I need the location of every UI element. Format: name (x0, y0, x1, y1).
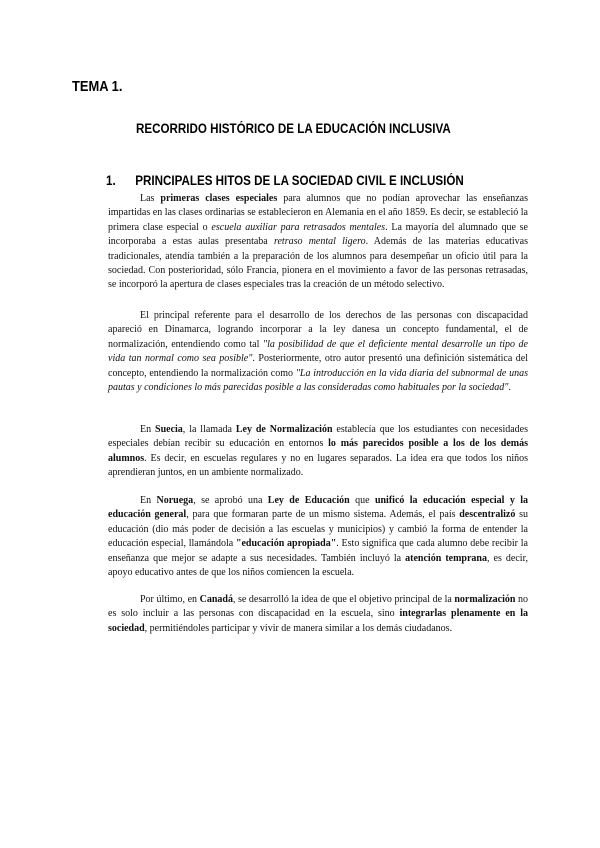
paragraph-3: En Suecia, la llamada Ley de Normalización establecía que los estudiantes con necesidades especiales debían recibir su educación en entornos lo más parecidos posible a los de los demás alumnos. Es decir, en escuelas regulares y no en lugares separados. La idea era que todos los niños aprendieran juntos, en un ambiente normalizado. (108, 424, 529, 479)
paragraph-4: En Noruega, se aprobó una Ley de Educación que unificó la educación especial y la educación general, para que formaran parte de un mismo sistema. Además, el país descentralizó su educación (dio más poder de decisión a las escuelas y municipios) y cambió la forma de entender la educación especial, llamándola "educación apropiada". Esto significa que cada alumno debe recibir la enseñanza que mejor se adapte a sus necesidades. También incluyó la atención temprana, es decir, apoyo educativo antes de que los niños comiencen la escuela. (108, 495, 529, 579)
paragraph-1: Las primeras clases especiales para alumnos que no podían aprovechar las enseñanzas impartidas en las clases ordinarias se establecieron en Alemania en el año 1859. Es decir, se estableció la primera clase especial o escuela auxiliar para retrasados mentales. La mayoría del alumnado que se incorporaba a estas aulas presentaba retraso mental ligero. Además de las materias educativas tradicionales, atendía también a la preparación de los alumnos para desempeñar un oficio útil para la sociedad. Con posterioridad, sólo Francia, pionera en el movimiento a favor de las personas retrasadas, se incorporó la apertura de clases especiales tras la creación de un método selectivo. (108, 193, 529, 291)
tema-heading: TEMA 1. (72, 78, 123, 95)
section-number: 1. (106, 173, 116, 188)
page-title: RECORRIDO HISTÓRICO DE LA EDUCACIÓN INCLUSIVA (136, 121, 451, 136)
section-title: PRINCIPALES HITOS DE LA SOCIEDAD CIVIL E INCLUSIÓN (135, 173, 464, 188)
paragraph-2: El principal referente para el desarrollo de los derechos de las personas con discapacidad apareció en Dinamarca, logrando incorporar a la ley danesa un concepto fundamental, el de normalización, entendiendo como tal "la posibilidad de que el deficiente mental desarrolle un tipo de vida tan normal como sea posible". Posteriormente, otro autor presentó una definición sistemática del concepto, entendiendo la normalización como "La introducción en la vida diaria del subnormal de unas pautas y condiciones lo más parecidas posible a las consideradas como habituales por la sociedad". (108, 310, 529, 394)
paragraph-5: Por último, en Canadá, se desarrolló la idea de que el objetivo principal de la normalización no es solo incluir a las personas con discapacidad en la escuela, sino integrarlas plenamente en la sociedad, permitiéndoles participar y vivir de manera similar a los demás ciudadanos. (108, 594, 529, 634)
section-heading (106, 173, 464, 188)
